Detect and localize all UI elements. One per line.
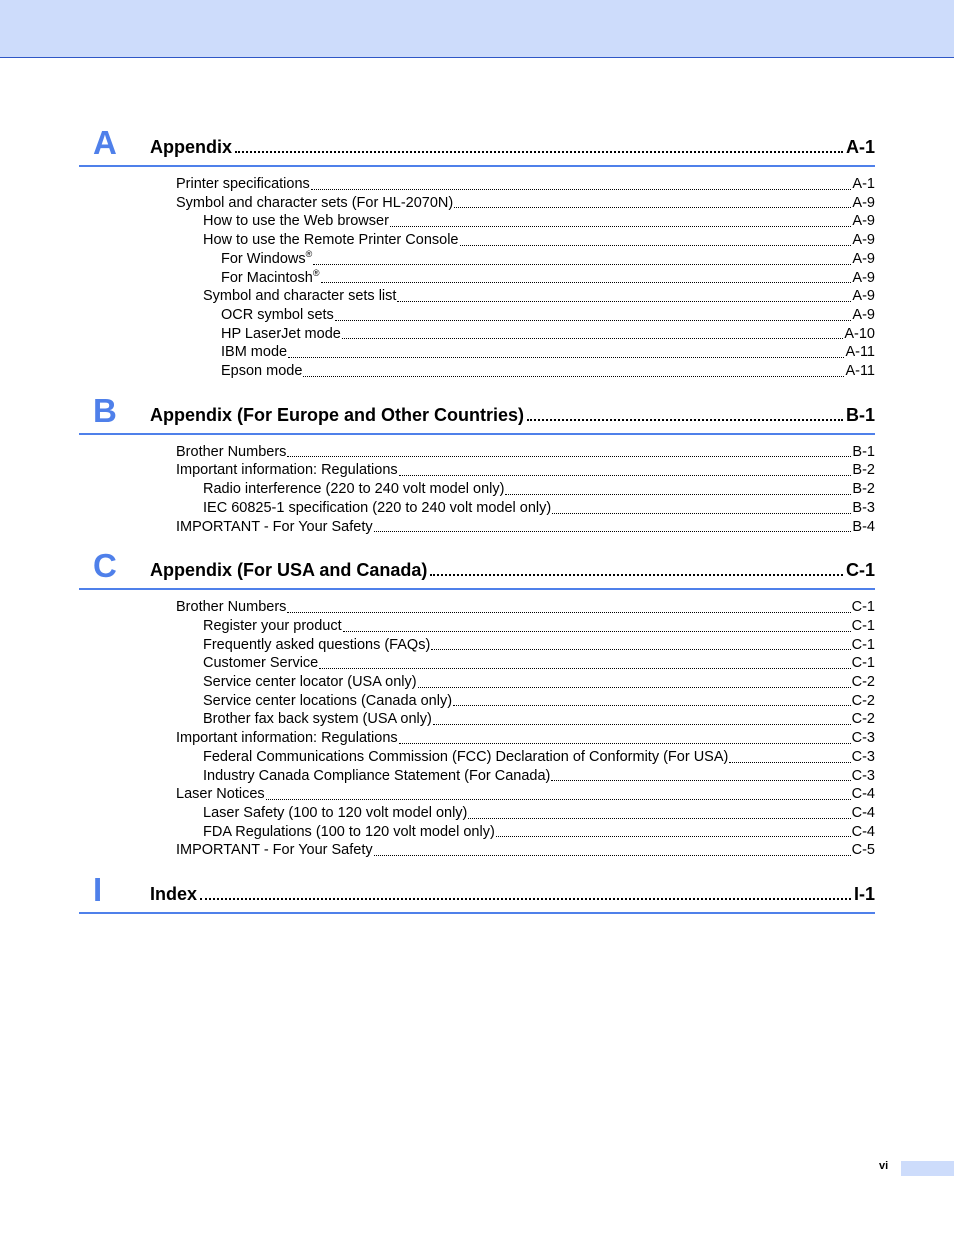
entry-text: HP LaserJet mode [221,325,341,342]
entry-page: C-4 [851,786,875,803]
section-title-row [150,405,875,426]
entry-label [176,841,373,860]
toc-entry[interactable] [79,461,875,480]
leader-dots [287,456,851,457]
entry-label [203,499,551,518]
entry-label [203,692,452,711]
section-heading[interactable] [79,125,875,167]
toc-entry[interactable] [79,325,875,344]
entry-page: A-1 [852,176,875,192]
entry-label [203,804,467,823]
footer-tab [901,1161,954,1176]
section-heading[interactable] [79,872,875,914]
toc-entry[interactable] [79,518,875,537]
entry-label [203,636,430,655]
entry-page: C-1 [851,599,875,616]
toc-section [79,548,875,872]
entry-text: How to use the Remote Printer Console [203,232,459,249]
entry-text: Service center locator (USA only) [203,674,417,691]
section-letter: I [93,871,103,909]
entry-page: A-10 [844,325,875,342]
entry-label [176,175,310,194]
entry-page: A-9 [852,213,875,230]
table-of-contents [79,125,875,914]
entry-page: B-1 [852,443,875,460]
entry-label [221,269,320,288]
leader-dots [343,631,851,632]
entry-page: C-5 [851,842,875,859]
entry-text: Brother Numbers [176,599,287,616]
entry-text: Epson mode [221,363,303,380]
leader-dots [460,245,852,246]
leader-dots [399,743,851,744]
leader-dots [311,189,852,190]
entry-label [203,231,459,250]
entry-text: For Macintosh [221,269,313,286]
leader-dots [430,574,843,576]
entry-label [203,617,342,636]
leader-dots [399,475,852,476]
section-letter: C [93,547,117,585]
entry-label [176,598,286,617]
toc-entry[interactable] [79,673,875,692]
entry-page: A-9 [852,194,875,211]
entry-label [176,194,453,213]
leader-dots [431,649,850,650]
leader-dots [319,668,850,669]
leader-dots [235,151,843,153]
leader-dots [287,612,850,613]
section-entries [79,590,875,872]
section-title-row [150,560,875,581]
section-title: Appendix [150,137,233,157]
toc-entry[interactable] [79,250,875,269]
section-title-row [150,884,875,905]
leader-dots [374,855,851,856]
toc-entry[interactable] [79,269,875,288]
entry-text: Important information: Regulations [176,462,398,479]
entry-page: C-3 [851,730,875,747]
entry-text: Federal Communications Commission (FCC) Declaration of Conformity (For USA) [203,748,729,765]
entry-label [203,673,417,692]
leader-dots [454,207,851,208]
leader-dots [496,836,851,837]
leader-dots [505,494,851,495]
entry-page: B-4 [852,518,875,535]
entry-page: C-1 [851,617,875,634]
entry-label [203,480,504,499]
leader-dots [266,799,851,800]
entry-label [221,343,287,362]
entry-page: B-2 [852,481,875,498]
entry-text: Symbol and character sets list [203,288,397,305]
section-title-row [150,137,875,158]
entry-text: Radio interference (220 to 240 volt model only) [203,481,505,498]
entry-label [176,729,398,748]
section-letter: B [93,391,117,429]
toc-entry[interactable] [79,362,875,381]
entry-page: C-2 [851,692,875,709]
toc-entry[interactable] [79,748,875,767]
page-number: vi [879,1160,889,1172]
leader-dots [527,419,843,421]
entry-page: A-11 [845,344,875,361]
entry-text: Industry Canada Compliance Statement (For Canada) [203,767,551,784]
entry-label [176,785,265,804]
toc-entry[interactable] [79,692,875,711]
toc-entry[interactable] [79,617,875,636]
leader-dots [342,338,844,339]
section-page: B-1 [845,404,875,425]
leader-dots [433,724,851,725]
leader-dots [397,301,851,302]
entry-page: A-9 [852,288,875,305]
toc-entry[interactable] [79,710,875,729]
toc-entry[interactable] [79,785,875,804]
entry-page: C-1 [851,655,875,672]
leader-dots [374,531,852,532]
entry-page: C-2 [851,711,875,728]
entry-page: C-4 [851,804,875,821]
entry-page: A-9 [852,306,875,323]
entry-label [176,443,286,462]
toc-entry[interactable] [79,175,875,194]
section-letter: A [93,124,117,161]
leader-dots [552,513,851,514]
toc-entry[interactable] [79,767,875,786]
toc-entry[interactable] [79,729,875,748]
toc-entry[interactable] [79,212,875,231]
header-band [0,0,954,58]
entry-label [176,461,398,480]
toc-entry[interactable] [79,194,875,213]
toc-entry[interactable] [79,443,875,462]
entry-page: C-1 [851,636,875,653]
section-heading[interactable] [79,393,875,435]
entry-label [203,767,550,786]
entry-text: Symbol and character sets (For HL-2070N) [176,194,454,211]
leader-dots [288,357,844,358]
entry-label [176,518,373,537]
entry-page: B-3 [852,499,875,516]
entry-page: A-11 [845,363,875,380]
section-page: A-1 [845,137,875,157]
entry-text: FDA Regulations (100 to 120 volt model only) [203,823,495,840]
leader-dots [453,705,851,706]
entry-label [203,710,432,729]
toc-entry[interactable] [79,287,875,306]
section-entries [79,167,875,393]
toc-entry[interactable] [79,343,875,362]
entry-text: Important information: Regulations [176,730,398,747]
entry-page: C-3 [851,767,875,784]
section-entries [79,435,875,549]
toc-section [79,872,875,914]
entry-text: How to use the Web browser [203,213,389,230]
leader-dots [303,376,844,377]
section-heading[interactable] [79,548,875,590]
entry-label [221,306,334,325]
section-title: Appendix (For Europe and Other Countries) [150,404,525,425]
entry-text: Printer specifications [176,176,310,192]
entry-page: C-2 [851,674,875,691]
entry-label [203,287,396,306]
entry-text: Laser Safety (100 to 120 volt model only) [203,804,468,821]
toc-entry[interactable] [79,231,875,250]
entry-text: IMPORTANT - For Your Safety [176,842,373,859]
section-title: Index [150,884,198,905]
leader-dots [468,818,850,819]
entry-text: IBM mode [221,344,288,361]
registered-mark: ® [312,267,320,278]
leader-dots [321,282,852,283]
entry-label [203,212,389,231]
entry-label [221,362,302,381]
entry-label [221,250,312,269]
registered-mark: ® [305,248,313,259]
entry-text: IMPORTANT - For Your Safety [176,518,373,535]
toc-entry[interactable] [79,499,875,518]
entry-text: Brother fax back system (USA only) [203,711,432,728]
toc-entry[interactable] [79,654,875,673]
entry-label [203,654,318,673]
entry-text: Brother Numbers [176,443,287,460]
leader-dots [335,320,852,321]
toc-entry[interactable] [79,804,875,823]
leader-dots [551,780,850,781]
entry-page: B-2 [852,462,875,479]
leader-dots [390,226,852,227]
toc-entry[interactable] [79,480,875,499]
entry-text: OCR symbol sets [221,306,334,323]
entry-text: Register your product [203,617,342,634]
leader-dots [200,898,851,900]
entry-label [221,325,341,344]
toc-entry[interactable] [79,823,875,842]
entry-text: Customer Service [203,655,319,672]
entry-page: C-4 [851,823,875,840]
entry-label [203,748,728,767]
entry-text: Laser Notices [176,786,265,803]
entry-text: For Windows [221,250,306,267]
toc-section [79,393,875,549]
toc-entry[interactable] [79,841,875,860]
section-title: Appendix (For USA and Canada) [150,560,428,581]
entry-page: A-9 [852,269,875,286]
leader-dots [313,264,851,265]
entry-text: Frequently asked questions (FAQs) [203,636,431,653]
entry-page: C-3 [851,748,875,765]
toc-section [79,125,875,393]
entry-page: A-9 [852,232,875,249]
entry-label [203,823,495,842]
entry-page: A-9 [852,250,875,267]
toc-entry[interactable] [79,598,875,617]
entry-text: IEC 60825-1 specification (220 to 240 volt model only) [203,499,552,516]
leader-dots [729,762,850,763]
section-page: C-1 [845,560,875,581]
toc-entry[interactable] [79,636,875,655]
toc-entry[interactable] [79,306,875,325]
section-page: I-1 [853,884,875,905]
leader-dots [418,687,851,688]
entry-text: Service center locations (Canada only) [203,692,453,709]
